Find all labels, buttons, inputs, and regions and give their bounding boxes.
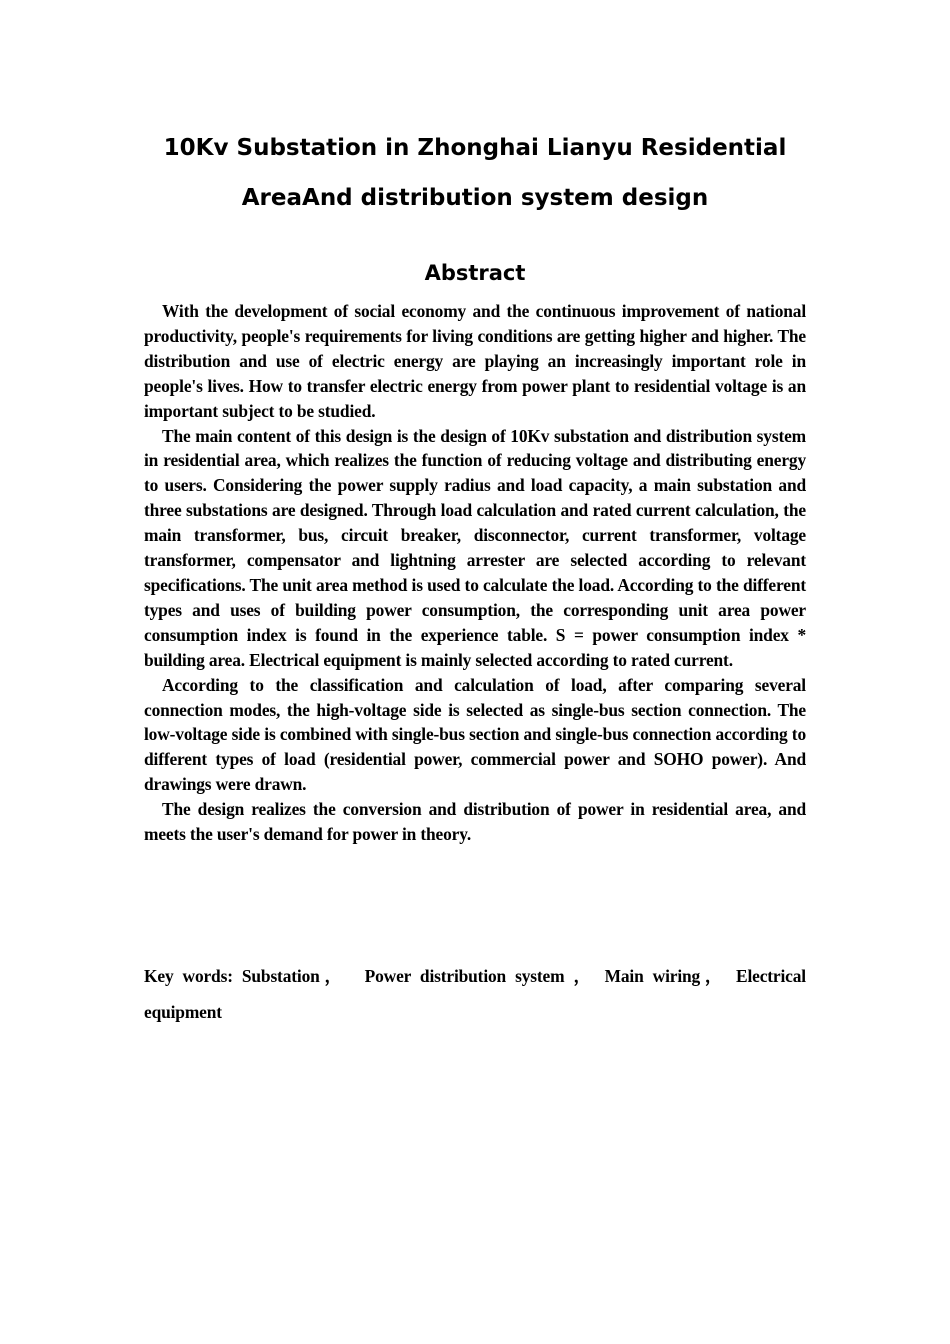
keywords-list: Substation， Power distribution system ， Main wiring， Electrical equipment	[144, 966, 811, 1022]
abstract-paragraph: According to the classification and calculation of load, after comparing several connection modes, the high-voltage side is selected as single-bus section connection. The low-voltage side is combined with single-bus section and single-bus connection according to different types of load (residential power, commercial power and SOHO power). And drawings were drawn.	[144, 674, 806, 795]
abstract-paragraph: The main content of this design is the design of 10Kv substation and distribution system in residential area, which realizes the function of reducing voltage and distributing energy to users. Considering the power supply radius and load capacity, a main substation and three substations are designed. Through load calculation and rated current calculation, the main transformer, bus, circuit breaker, disconnector, current transformer, voltage transformer, compensator and lightning arrester are selected according to relevant specifications. The unit area method is used to calculate the load. According to the different types and uses of building power consumption, the corresponding unit area power consumption index is found in the experience table. S = power consumption index * building area. Electrical equipment is mainly selected according to rated current.	[144, 425, 806, 670]
abstract-heading: Abstract	[424, 261, 526, 285]
abstract-paragraph: With the development of social economy and the continuous improvement of national productivity, people's requirements for living conditions are getting higher and higher. The distribution and use of electric energy are playing an increasingly important role in people's lives. How to transfer electric energy from power plant to residential voltage is an important subject to be studied.	[144, 301, 806, 421]
keywords	[144, 958, 811, 1030]
abstract-body	[144, 299, 806, 847]
document-title-line-2: AreaAnd distribution system design	[241, 185, 709, 211]
abstract-paragraph: The design realizes the conversion and distribution of power in residential area, and meets the user's demand for power in theory.	[144, 799, 806, 845]
keywords-label: Key words:	[144, 966, 242, 986]
document-title-line-1: 10Kv Substation in Zhonghai Lianyu Residential	[163, 135, 787, 161]
